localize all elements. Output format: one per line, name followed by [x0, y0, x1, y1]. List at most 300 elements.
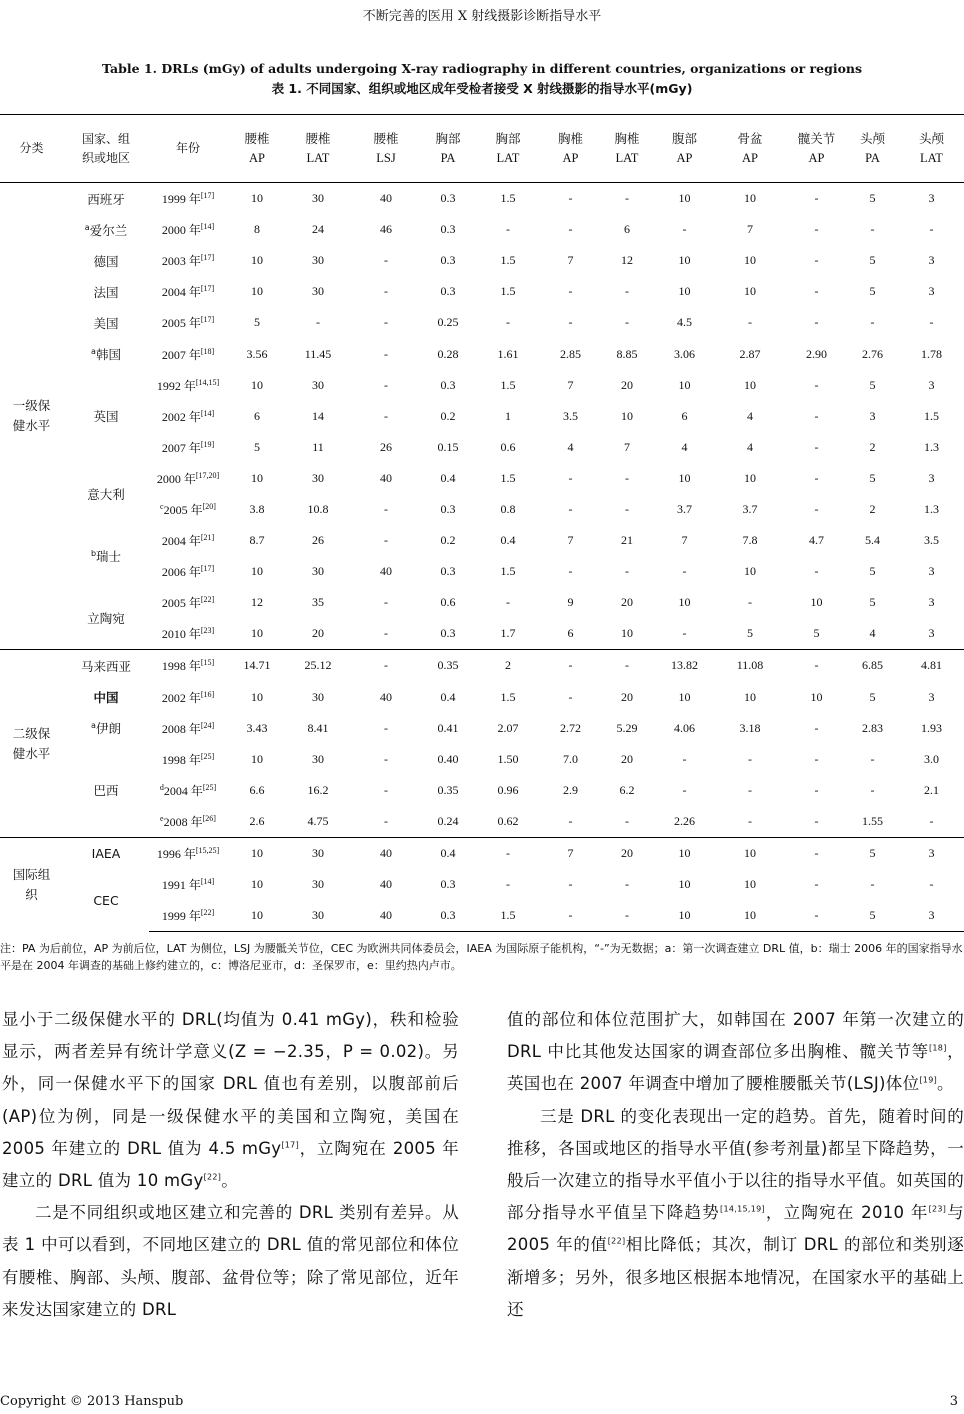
- value-cell: 3: [928, 377, 935, 392]
- value-cell: 3: [928, 191, 935, 206]
- value-cell: -: [568, 501, 573, 516]
- value-cell: 46: [380, 222, 392, 237]
- country-cell: 巴西: [93, 783, 119, 799]
- value-cell: -: [384, 377, 388, 392]
- value-cell: -: [787, 900, 846, 932]
- citation: [17]: [281, 1140, 299, 1150]
- value-cell: -: [814, 253, 819, 268]
- copyright-footer: Copyright © 2013 Hanspub: [0, 1394, 184, 1409]
- year-cell: 2005 年[17]: [161, 315, 215, 331]
- value-cell: 20: [598, 837, 656, 869]
- value-cell: 1.5: [500, 284, 516, 299]
- value-cell: 30: [287, 900, 349, 932]
- value-cell: -: [870, 315, 875, 330]
- footnote-mark: a: [91, 720, 96, 730]
- value-cell: 5: [813, 626, 820, 641]
- column-header: 骨盆 AP: [713, 115, 787, 183]
- citation: [22]: [200, 595, 215, 605]
- value-cell: 10: [678, 377, 691, 392]
- year-cell: 2002 年[16]: [161, 689, 215, 705]
- value-cell: 4.7: [809, 533, 824, 548]
- value-cell: 7: [543, 837, 598, 869]
- value-cell: 10: [744, 564, 756, 579]
- value-cell: 2: [869, 439, 876, 454]
- value-cell: -: [625, 315, 629, 330]
- value-cell: 4: [747, 408, 753, 423]
- value-cell: 40: [380, 689, 392, 704]
- value-cell: 0.8: [500, 501, 516, 516]
- value-cell: 30: [312, 284, 324, 299]
- group-label: 二级保 健水平: [0, 650, 63, 838]
- value-cell: -: [814, 315, 819, 330]
- value-cell: 10: [678, 877, 691, 892]
- value-cell: 1.3: [924, 501, 939, 516]
- value-cell: -: [384, 253, 388, 268]
- value-cell: 30: [312, 253, 324, 268]
- value-cell: 10: [744, 877, 756, 892]
- value-cell: 10: [744, 191, 756, 206]
- value-cell: 0.25: [437, 315, 459, 330]
- table-note: 注：PA 为后前位，AP 为前后位，LAT 为侧位，LSJ 为腰骶关节位，CEC 为欧洲共同体委员会，IAEA 为国际原子能机构，“-”为无数据；a：第一次调查建立 DRL 值，b：瑞士 2006 年的国家指导水平是在 2004 年调查的基础上修约建立的，c：博洛尼亚市，d：圣保罗市，e：里约热内卢市。: [0, 942, 963, 972]
- table-caption-zh: 表 1. 不同国家、组织或地区成年受检者接受 X 射线摄影的指导水平(mGy): [271, 81, 693, 96]
- value-cell: 20: [621, 595, 633, 610]
- paragraph: 三是 DRL 的变化表现出一定的趋势。首先，随着时间的推移，各国或地区的指导水平值(参考剂量)都呈下降趋势，一般后一次建立的指导水平值小于以往的指导水平值。如英国的部分指导水平值呈下降趋势[14,15,19]，立陶宛在 2010 年[23]与 2005 年的值[22]相比降低；其次，制订 DRL 的部位和类别逐渐增多；另外，很多地区根据本地情况，在国家水平的基础上还: [507, 1106, 964, 1319]
- table-row: [0, 837, 964, 869]
- country-cell: CEC: [93, 892, 119, 908]
- value-cell: 30: [312, 877, 324, 892]
- value-cell: -: [384, 626, 388, 641]
- year-cell: 2003 年[17]: [161, 253, 215, 269]
- value-cell: 1.5: [500, 564, 516, 579]
- value-cell: 3: [899, 900, 964, 932]
- value-cell: -: [384, 533, 388, 548]
- table-row: [0, 587, 964, 618]
- citation: [22]: [607, 1236, 626, 1246]
- value-cell: 5.4: [865, 533, 880, 548]
- footnote-mark: a: [84, 222, 90, 232]
- value-cell: 30: [287, 837, 349, 869]
- value-cell: 2: [473, 650, 543, 682]
- citation: [20]: [202, 501, 216, 511]
- value-cell: -: [870, 877, 875, 892]
- table-row: [0, 214, 964, 245]
- value-cell: 12: [251, 595, 263, 610]
- citation: [15,25]: [195, 846, 220, 856]
- country-cell: $^a$韩国: [91, 346, 121, 363]
- value-cell: 4: [747, 439, 753, 454]
- value-cell: -: [787, 837, 846, 869]
- value-cell: 3.7: [677, 501, 692, 516]
- value-cell: 0.4: [440, 689, 456, 704]
- country-cell: 意大利: [87, 486, 125, 502]
- value-cell: 3.8: [249, 501, 265, 516]
- value-cell: -: [506, 877, 510, 892]
- value-cell: 25.12: [287, 650, 349, 682]
- value-cell: 2.90: [806, 346, 827, 361]
- value-cell: -: [929, 813, 934, 828]
- value-cell: -: [543, 650, 598, 682]
- value-cell: 8.7: [249, 533, 265, 548]
- footnote-mark: c: [160, 501, 164, 511]
- value-cell: -: [787, 650, 846, 682]
- citation: [17]: [200, 315, 215, 325]
- value-cell: 7: [624, 439, 630, 454]
- column-header: 国家、组 织或地区: [63, 115, 149, 183]
- value-cell: 0.2: [440, 408, 456, 423]
- value-cell: 10: [678, 470, 691, 485]
- year-cell: $^c$2005 年[20]: [160, 501, 216, 517]
- value-cell: 0.28: [437, 346, 459, 361]
- citation: [15]: [200, 658, 215, 668]
- value-cell: 5: [869, 191, 876, 206]
- footnote-mark: e: [160, 813, 164, 823]
- value-cell: 3: [928, 470, 935, 485]
- value-cell: 2.07: [497, 720, 519, 735]
- value-cell: -: [625, 564, 629, 579]
- column-header: 腹部 AP: [656, 115, 713, 183]
- value-cell: 4.5: [677, 315, 692, 330]
- value-cell: 9: [567, 595, 574, 610]
- value-cell: -: [814, 191, 819, 206]
- value-cell: 7: [747, 222, 753, 237]
- value-cell: -: [748, 315, 752, 330]
- value-cell: 8.41: [307, 720, 329, 735]
- year-cell: 1999 年[17]: [161, 191, 215, 207]
- value-cell: -: [384, 284, 388, 299]
- value-cell: -: [543, 900, 598, 932]
- value-cell: 0.96: [497, 782, 519, 797]
- citation: [17]: [200, 253, 215, 263]
- column-header: 胸部 LAT: [473, 115, 543, 183]
- column-header: 腰椎 AP: [227, 115, 287, 183]
- value-cell: 20: [312, 626, 324, 641]
- value-cell: 6: [681, 408, 688, 423]
- value-cell: -: [748, 782, 752, 797]
- left-text-column: [2, 1004, 459, 1326]
- value-cell: -: [814, 564, 819, 579]
- citation: [17,20]: [195, 470, 220, 480]
- drl-table: [0, 114, 964, 932]
- value-cell: -: [625, 191, 629, 206]
- value-cell: 2.76: [862, 346, 883, 361]
- footnote-mark: b: [90, 548, 97, 558]
- value-cell: -: [814, 751, 819, 766]
- value-cell: 10: [744, 377, 756, 392]
- right-text-column: [507, 1004, 964, 1326]
- group-label: 一级保 健水平: [12, 398, 51, 434]
- value-cell: 21: [621, 533, 633, 548]
- value-cell: -: [814, 470, 819, 485]
- value-cell: 0.3: [440, 222, 456, 237]
- value-cell: -: [748, 595, 752, 610]
- value-cell: 6: [567, 626, 574, 641]
- value-cell: 5: [747, 626, 753, 641]
- citation: [24]: [200, 720, 215, 730]
- value-cell: 12: [621, 253, 633, 268]
- value-cell: 10: [713, 837, 787, 869]
- country-cell: 西班牙: [87, 191, 125, 207]
- table-row: [0, 650, 964, 682]
- table-row: [0, 183, 964, 215]
- table-row: [0, 713, 964, 744]
- column-header: 胸部 PA: [423, 115, 473, 183]
- value-cell: 3: [928, 689, 935, 704]
- value-cell: 3.43: [246, 720, 268, 735]
- year-cell: 2002 年[14]: [161, 408, 215, 424]
- year-cell: 1996 年[15,25]: [149, 837, 227, 869]
- citation: [17]: [200, 284, 215, 294]
- value-cell: -: [814, 439, 819, 454]
- value-cell: -: [814, 813, 819, 828]
- value-cell: -: [384, 595, 388, 610]
- year-cell: $^d$2004 年[25]: [159, 782, 217, 798]
- value-cell: 40: [349, 837, 423, 869]
- value-cell: 10: [744, 284, 756, 299]
- value-cell: 26: [312, 533, 324, 548]
- value-cell: 0.35: [437, 782, 459, 797]
- value-cell: 0.3: [440, 877, 456, 892]
- value-cell: 7: [567, 533, 574, 548]
- value-cell: 6.85: [846, 650, 899, 682]
- group-label: 国际组 织: [0, 837, 63, 931]
- value-cell: -: [870, 751, 875, 766]
- value-cell: 10: [251, 564, 263, 579]
- value-cell: 10: [678, 191, 691, 206]
- value-cell: -: [568, 813, 573, 828]
- value-cell: 2.85: [560, 346, 581, 361]
- citation: [23]: [200, 626, 215, 636]
- value-cell: -: [506, 222, 510, 237]
- year-cell: $^e$2008 年[26]: [160, 813, 216, 829]
- value-cell: 0.3: [440, 284, 456, 299]
- value-cell: 14: [312, 408, 324, 423]
- value-cell: -: [682, 626, 687, 641]
- column-header: 头颅 LAT: [899, 115, 964, 183]
- value-cell: 0.3: [440, 191, 456, 206]
- value-cell: 40: [380, 877, 392, 892]
- citation: [25]: [202, 782, 217, 792]
- table-row: [0, 338, 964, 369]
- value-cell: -: [682, 222, 687, 237]
- value-cell: 5: [869, 595, 876, 610]
- year-cell: 1998 年[25]: [161, 751, 215, 767]
- value-cell: -: [568, 564, 573, 579]
- footnote-mark: d: [159, 782, 164, 792]
- value-cell: -: [682, 782, 687, 797]
- value-cell: -: [568, 689, 573, 704]
- value-cell: 30: [312, 564, 324, 579]
- country-cell: $^a$伊朗: [91, 720, 121, 737]
- value-cell: -: [748, 751, 752, 766]
- value-cell: -: [349, 650, 423, 682]
- value-cell: 10: [744, 689, 756, 704]
- value-cell: -: [814, 408, 819, 423]
- value-cell: 2: [869, 501, 876, 516]
- value-cell: 40: [380, 564, 392, 579]
- value-cell: 1.5: [500, 191, 516, 206]
- value-cell: -: [568, 315, 573, 330]
- value-cell: 3.5: [563, 408, 578, 423]
- value-cell: 20: [621, 689, 633, 704]
- value-cell: 5: [869, 284, 876, 299]
- value-cell: 10: [744, 470, 756, 485]
- value-cell: 3: [928, 253, 935, 268]
- value-cell: 0.35: [423, 650, 473, 682]
- value-cell: -: [568, 470, 573, 485]
- value-cell: 7.8: [742, 533, 758, 548]
- value-cell: 3: [899, 837, 964, 869]
- value-cell: -: [625, 501, 629, 516]
- value-cell: 5: [846, 837, 899, 869]
- value-cell: 13.82: [656, 650, 713, 682]
- value-cell: 10.8: [307, 501, 329, 516]
- value-cell: 16.2: [307, 782, 329, 797]
- value-cell: 3: [928, 595, 935, 610]
- value-cell: 10: [678, 284, 691, 299]
- paragraph: 二是不同组织或地区建立和完善的 DRL 类别有差异。从表 1 中可以看到，不同地区建立的 DRL 值的常见部位和体位有腰椎、胸部、头颅、腹部、盆骨位等；除了常见部位，近年来发达国家建立的 DRL: [2, 1203, 459, 1319]
- value-cell: -: [473, 837, 543, 869]
- value-cell: 10: [251, 689, 263, 704]
- value-cell: 5: [869, 564, 876, 579]
- value-cell: 1.5: [924, 408, 939, 423]
- value-cell: 11.08: [713, 650, 787, 682]
- country-cell: IAEA: [63, 837, 149, 869]
- value-cell: 10: [678, 253, 691, 268]
- value-cell: 5: [846, 900, 899, 932]
- value-cell: 10: [678, 689, 691, 704]
- value-cell: 4: [681, 439, 688, 454]
- running-head: 不断完善的医用 X 射线摄影诊断指导水平: [362, 9, 602, 24]
- country-cell: 马来西亚: [63, 650, 149, 682]
- value-cell: 10: [251, 626, 263, 641]
- country-cell: 中国: [93, 690, 119, 706]
- value-cell: 40: [380, 191, 392, 206]
- value-cell: -: [814, 720, 819, 735]
- value-cell: 0.62: [497, 813, 519, 828]
- value-cell: 30: [312, 689, 324, 704]
- value-cell: 2.9: [563, 782, 578, 797]
- value-cell: 1.5: [500, 470, 516, 485]
- citation: [21]: [200, 533, 215, 543]
- value-cell: 1.55: [862, 813, 883, 828]
- value-cell: -: [384, 346, 388, 361]
- value-cell: 11: [312, 439, 324, 454]
- table-row: [0, 276, 964, 307]
- citation: [23]: [928, 1204, 947, 1214]
- value-cell: 10: [251, 877, 263, 892]
- value-cell: 0.3: [423, 900, 473, 932]
- value-cell: 0.2: [440, 533, 456, 548]
- value-cell: 3: [928, 284, 935, 299]
- value-cell: 10: [227, 900, 287, 932]
- footnote-mark: a: [91, 346, 96, 356]
- citation: [14]: [200, 408, 215, 418]
- value-cell: -: [568, 191, 573, 206]
- value-cell: 40: [349, 900, 423, 932]
- value-cell: -: [870, 782, 875, 797]
- table-row: [0, 307, 964, 338]
- value-cell: 2.83: [862, 720, 883, 735]
- citation: [25]: [200, 751, 215, 761]
- country-cell: 英国: [93, 409, 119, 425]
- value-cell: 1.5: [500, 689, 516, 704]
- value-cell: 0.3: [440, 253, 456, 268]
- value-cell: 20: [621, 377, 633, 392]
- year-cell: 1992 年[14,15]: [156, 377, 220, 393]
- paragraph: 值的部位和体位范围扩大，如韩国在 2007 年第一次建立的 DRL 中比其他发达国家的调查部位多出胸椎、髋关节等[18]，英国也在 2007 年调查中增加了腰椎腰骶关节(LSJ)体位[19]。: [507, 1010, 964, 1094]
- value-cell: -: [682, 751, 687, 766]
- value-cell: 0.40: [437, 751, 459, 766]
- value-cell: 1.3: [924, 439, 939, 454]
- value-cell: 10: [227, 837, 287, 869]
- year-cell: 2010 年[23]: [161, 626, 215, 642]
- value-cell: -: [625, 284, 629, 299]
- value-cell: 3: [928, 564, 935, 579]
- value-cell: 3: [869, 408, 876, 423]
- table-row: [0, 744, 964, 775]
- value-cell: 0.3: [440, 501, 456, 516]
- column-header: 胸椎 AP: [543, 115, 598, 183]
- value-cell: -: [384, 751, 388, 766]
- country-cell: 德国: [93, 253, 119, 269]
- value-cell: 0.6: [440, 595, 456, 610]
- value-cell: 4: [869, 626, 876, 641]
- value-cell: 2.6: [249, 813, 265, 828]
- value-cell: -: [384, 782, 388, 797]
- country-cell: 法国: [93, 284, 119, 300]
- value-cell: -: [814, 377, 819, 392]
- column-header: 胸椎 LAT: [598, 115, 656, 183]
- table-header-row: [0, 115, 964, 183]
- value-cell: 11.45: [304, 346, 332, 361]
- country-cell: $^b$瑞士: [90, 548, 122, 565]
- value-cell: -: [384, 408, 388, 423]
- value-cell: -: [814, 222, 819, 237]
- value-cell: 10: [810, 689, 823, 704]
- value-cell: 10: [251, 253, 263, 268]
- value-cell: 5: [869, 689, 876, 704]
- value-cell: 3.18: [739, 720, 761, 735]
- value-cell: 3: [928, 626, 935, 641]
- citation: [14,15,19]: [720, 1204, 765, 1214]
- table-row: [0, 525, 964, 556]
- value-cell: 0.3: [440, 377, 456, 392]
- value-cell: 4.75: [307, 813, 329, 828]
- value-cell: -: [929, 315, 934, 330]
- value-cell: 1.93: [921, 720, 942, 735]
- year-cell: 1998 年[15]: [149, 650, 227, 682]
- value-cell: 3.5: [924, 533, 939, 548]
- value-cell: 3.7: [742, 501, 758, 516]
- value-cell: -: [384, 813, 388, 828]
- paragraph: 显小于二级保健水平的 DRL(均值为 0.41 mGy)，秩和检验显示，两者差异有统计学意义(Z = −2.35，P = 0.02)。另外，同一保健水平下的国家 DRL 值也有差别，以腹部前后(AP)位为例，同是一级保健水平的美国和立陶宛，美国在 2005 年建立的 DRL 值为 4.5 mGy[17]，立陶宛在 2005 年建立的 DRL 值为 10 mGy[22]。: [2, 1010, 459, 1191]
- value-cell: -: [625, 813, 629, 828]
- year-cell: 1999 年[22]: [149, 900, 227, 932]
- value-cell: 10: [713, 900, 787, 932]
- value-cell: 20: [621, 751, 633, 766]
- value-cell: -: [814, 501, 819, 516]
- year-cell: 1991 年[14]: [161, 877, 215, 893]
- citation: [26]: [202, 813, 216, 823]
- table-row: [0, 682, 964, 713]
- column-header: 头颅 PA: [846, 115, 899, 183]
- value-cell: 30: [312, 377, 324, 392]
- value-cell: 0.15: [437, 439, 459, 454]
- year-cell: 2004 年[17]: [161, 284, 215, 300]
- value-cell: -: [506, 315, 510, 330]
- value-cell: 30: [312, 751, 324, 766]
- citation: [14,15]: [195, 377, 220, 387]
